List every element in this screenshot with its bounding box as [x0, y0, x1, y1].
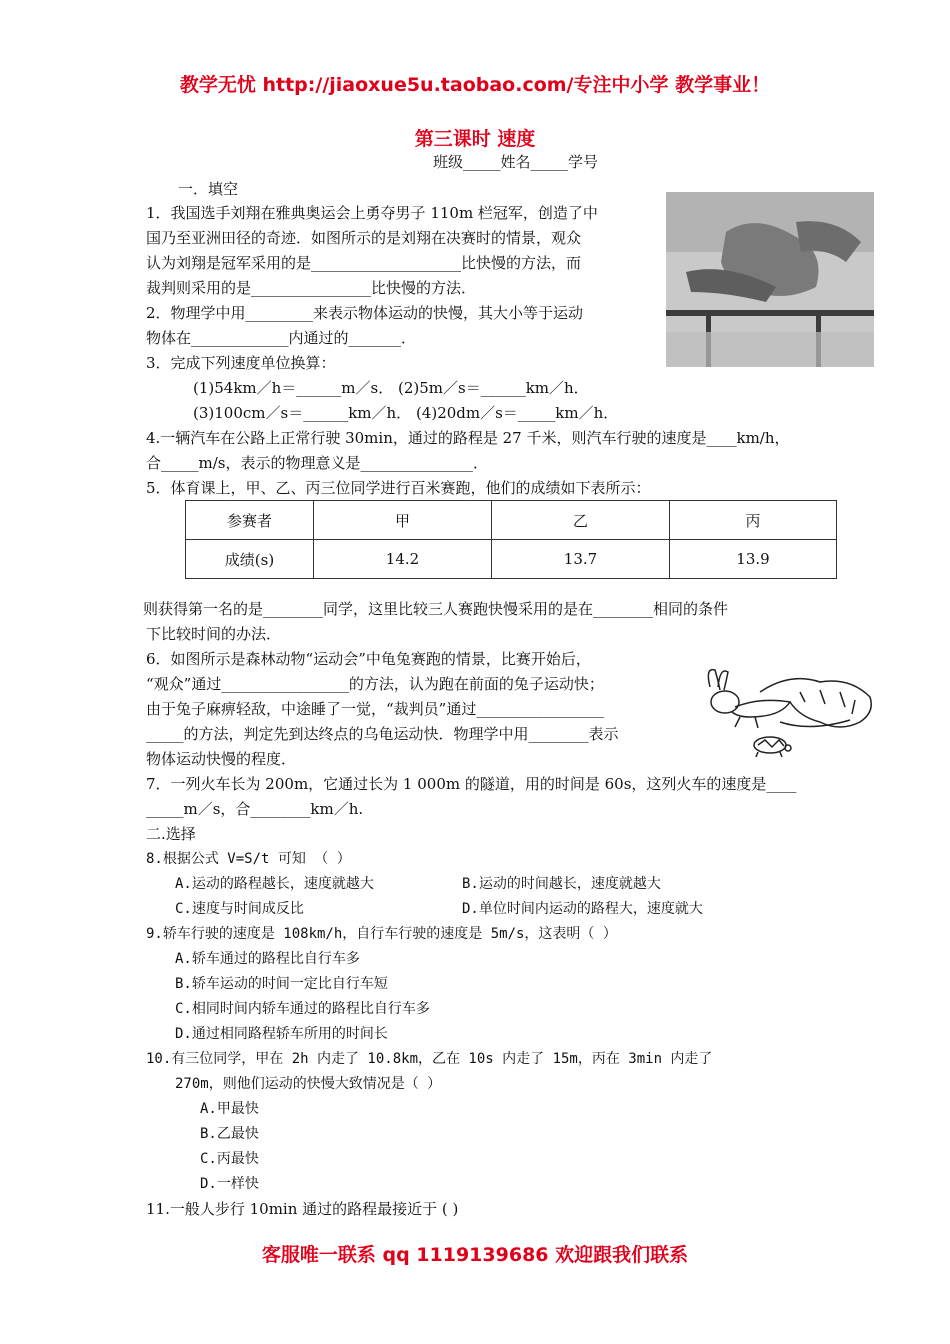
q8-option-b: B.运动的时间越长，速度就越大 [462, 876, 661, 892]
q10-option-b: B.乙最快 [200, 1126, 259, 1142]
q8-option-c: C.速度与时间成反比 [175, 901, 304, 917]
q9-option-d: D.通过相同路程轿车所用的时间长 [175, 1026, 388, 1042]
q1-line3: 认为刘翔是冠军采用的是____________________比快慢的方法，而 [146, 254, 582, 272]
q6-line1: 6．如图所示是森林动物“运动会”中龟兔赛跑的情景，比赛开始后， [146, 650, 591, 668]
q3-line3: (3)100cm／s＝______km／h． (4)20dm／s＝_____km／h． [193, 404, 619, 422]
section-choice: 二.选择 [146, 825, 196, 843]
q8-stem: 8.根据公式 V=S/t 可知 （ ） [146, 851, 351, 867]
q5-line1: 5．体育课上，甲、乙、丙三位同学进行百米赛跑，他们的成绩如下表所示： [146, 479, 651, 497]
q9-stem: 9.轿车行驶的速度是 108km/h，自行车行驶的速度是 5m/s，这表明（ ） [146, 926, 617, 942]
q10-line1: 10.有三位同学，甲在 2h 内走了 10.8km，乙在 10s 内走了 15m，丙在 3min 内走了 [146, 1051, 713, 1067]
student-info: 班级_____姓名_____学号 [433, 153, 599, 171]
table-cell: 乙 [492, 501, 670, 540]
q4-line2: 合_____m/s，表示的物理意义是_______________． [146, 454, 488, 472]
table-cell: 14.2 [314, 540, 492, 579]
footer-contact: 客服唯一联系 qq 1119139686 欢迎跟我们联系 [261, 1244, 689, 1266]
table-cell: 13.7 [492, 540, 670, 579]
q3-line2: (1)54km／h＝______m／s． (2)5m／s＝______km／h． [193, 379, 589, 397]
q9-option-a: A.轿车通过的路程比自行车多 [175, 951, 360, 967]
q1-line2: 国乃至亚洲田径的奇迹．如图所示的是刘翔在决赛时的情景，观众 [146, 229, 582, 247]
q6-line3: 由于兔子麻痹轻敌，中途睡了一觉，“裁判员”通过_________________ [146, 700, 604, 718]
table-header-row [186, 501, 837, 540]
q4-line1: 4.一辆汽车在公路上正常行驶 30min，通过的路程是 27 千米，则汽车行驶的速度是____km/h， [146, 429, 790, 447]
q7-line1: 7．一列火车长为 200m，它通过长为 1 000m 的隧道，用的时间是 60s，这列火车的速度是____ [146, 775, 797, 793]
table-cell: 成绩(s) [186, 540, 314, 579]
q3-line1: 3．完成下列速度单位换算： [146, 354, 336, 372]
page-title: 第三课时 速度 [414, 128, 536, 150]
q10-line2: 270m，则他们运动的快慢大致情况是（ ） [175, 1076, 442, 1092]
q9-option-b: B.轿车运动的时间一定比自行车短 [175, 976, 388, 992]
hurdle-race-photo [666, 192, 874, 367]
q6-line4: _____的方法，判定先到达终点的乌龟运动快．物理学中用________表示 [146, 725, 619, 743]
q10-option-a: A.甲最快 [200, 1101, 259, 1117]
table-cell: 丙 [670, 501, 837, 540]
q8-option-d: D.单位时间内运动的路程大，速度就大 [462, 901, 703, 917]
q9-option-c: C.相同时间内轿车通过的路程比自行车多 [175, 1001, 430, 1017]
q2-line2: 物体在_____________内通过的_______． [146, 329, 417, 347]
q5-line3: 下比较时间的办法． [146, 625, 282, 643]
q10-option-d: D.一样快 [200, 1176, 259, 1192]
section-fill-blank: 一．填空 [178, 180, 239, 198]
q6-line2: “观众”通过_________________的方法，认为跑在前面的兔子运动快； [146, 675, 604, 693]
q8-option-a: A.运动的路程越长，速度就越大 [175, 876, 374, 892]
q5-line2: 则获得第一名的是________同学，这里比较三人赛跑快慢采用的是在________相同的条件 [143, 600, 729, 618]
table-cell: 甲 [314, 501, 492, 540]
table-row [186, 540, 837, 579]
tortoise-hare-illustration [680, 662, 880, 762]
q11-stem: 11.一般人步行 10min 通过的路程最接近于 ( ) [146, 1200, 459, 1218]
q2-line1: 2．物理学中用_________来表示物体运动的快慢，其大小等于运动 [146, 304, 584, 322]
race-result-table [185, 500, 837, 579]
q1-line4: 裁判则采用的是________________比快慢的方法． [146, 279, 477, 297]
header-banner: 教学无忧 http://jiaoxue5u.taobao.com/专注中小学 教学事业！ [179, 74, 771, 96]
table-cell: 13.9 [670, 540, 837, 579]
q1-line1: 1．我国选手刘翔在雅典奥运会上勇夺男子 110m 栏冠军，创造了中 [146, 204, 598, 222]
q6-line5: 物体运动快慢的程度． [146, 750, 297, 768]
q7-line2: _____m／s，合________km／h. [146, 800, 364, 818]
table-cell: 参赛者 [186, 501, 314, 540]
q10-option-c: C.丙最快 [200, 1151, 259, 1167]
